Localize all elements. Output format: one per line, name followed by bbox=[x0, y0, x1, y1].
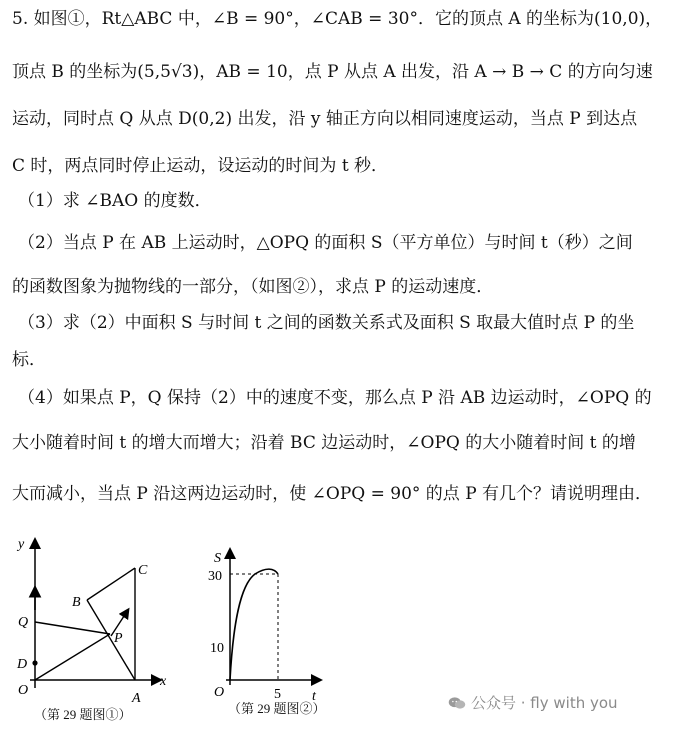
figure-2 bbox=[200, 540, 340, 710]
tick-30: 30 bbox=[208, 569, 222, 584]
parabola-curve bbox=[230, 569, 278, 680]
wechat-icon bbox=[448, 696, 466, 710]
label-y: y bbox=[18, 537, 25, 552]
problem-line-2: 顶点 B 的坐标为(5,5√3)，AB = 10，点 P 从点 A 出发，沿 A → B → C 的方向匀速 bbox=[12, 62, 653, 82]
problem-line-3: 运动，同时点 Q 从点 D(0,2) 出发，沿 y 轴正方向以相同速度运动，当点 P 到达点 bbox=[12, 109, 638, 129]
problem-line-6: （2）当点 P 在 AB 上运动时，△OPQ 的面积 S（平方单位）与时间 t（秒）之间 bbox=[18, 233, 633, 253]
tick-10: 10 bbox=[210, 641, 224, 656]
label-d: D bbox=[17, 657, 28, 672]
label-p: P bbox=[114, 631, 123, 646]
figure-2-caption: （第 29 题图②） bbox=[228, 701, 326, 716]
problem-line-12: 大而减小，当点 P 沿这两边运动时，使 ∠OPQ = 90° 的点 P 有几个？请说明理由． bbox=[12, 484, 653, 504]
problem-line-9: 标． bbox=[12, 350, 46, 370]
problem-line-7: 的函数图象为抛物线的一部分，（如图②），求点 P 的运动速度． bbox=[12, 277, 494, 297]
label-t: t bbox=[312, 689, 316, 704]
label-o: O bbox=[18, 683, 29, 698]
segment-op bbox=[35, 634, 110, 680]
label-b: B bbox=[72, 595, 81, 610]
problem-line-4: C 时，两点同时停止运动，设运动的时间为 t 秒． bbox=[12, 156, 389, 176]
problem-line-8: （3）求（2）中面积 S 与时间 t 之间的函数关系式及面积 S 取最大值时点 P 的坐 bbox=[18, 313, 635, 333]
problem-line-11: 大小随着时间 t 的增大而增大；沿着 BC 边运动时，∠OPQ 的大小随着时间 t 的增 bbox=[12, 433, 636, 453]
segment-qp bbox=[35, 622, 110, 634]
label-q: Q bbox=[18, 615, 29, 630]
figure-1 bbox=[0, 530, 200, 730]
problem-line-10: （4）如果点 P，Q 保持（2）中的速度不变，那么点 P 沿 AB 边运动时，∠OPQ 的 bbox=[18, 388, 652, 408]
figure-1-caption: （第 29 题图①） bbox=[34, 707, 132, 722]
label-s: S bbox=[214, 551, 221, 566]
watermark-text: 公众号 · fly with you bbox=[471, 694, 618, 712]
label-x: x bbox=[160, 674, 167, 689]
problem-line-1: 5. 如图①，Rt△ABC 中，∠B = 90°，∠CAB = 30°．它的顶点 A 的坐标为(10,0)， bbox=[12, 9, 663, 29]
problem-line-5: （1）求 ∠BAO 的度数． bbox=[18, 191, 212, 211]
label-a: A bbox=[132, 691, 141, 706]
watermark bbox=[448, 692, 618, 713]
tick-5: 5 bbox=[274, 687, 281, 702]
label-c: C bbox=[138, 563, 148, 578]
segment-bc bbox=[87, 568, 135, 600]
point-d-dot bbox=[32, 660, 37, 665]
label-o2: O bbox=[214, 685, 225, 700]
segment-ab bbox=[87, 600, 135, 680]
